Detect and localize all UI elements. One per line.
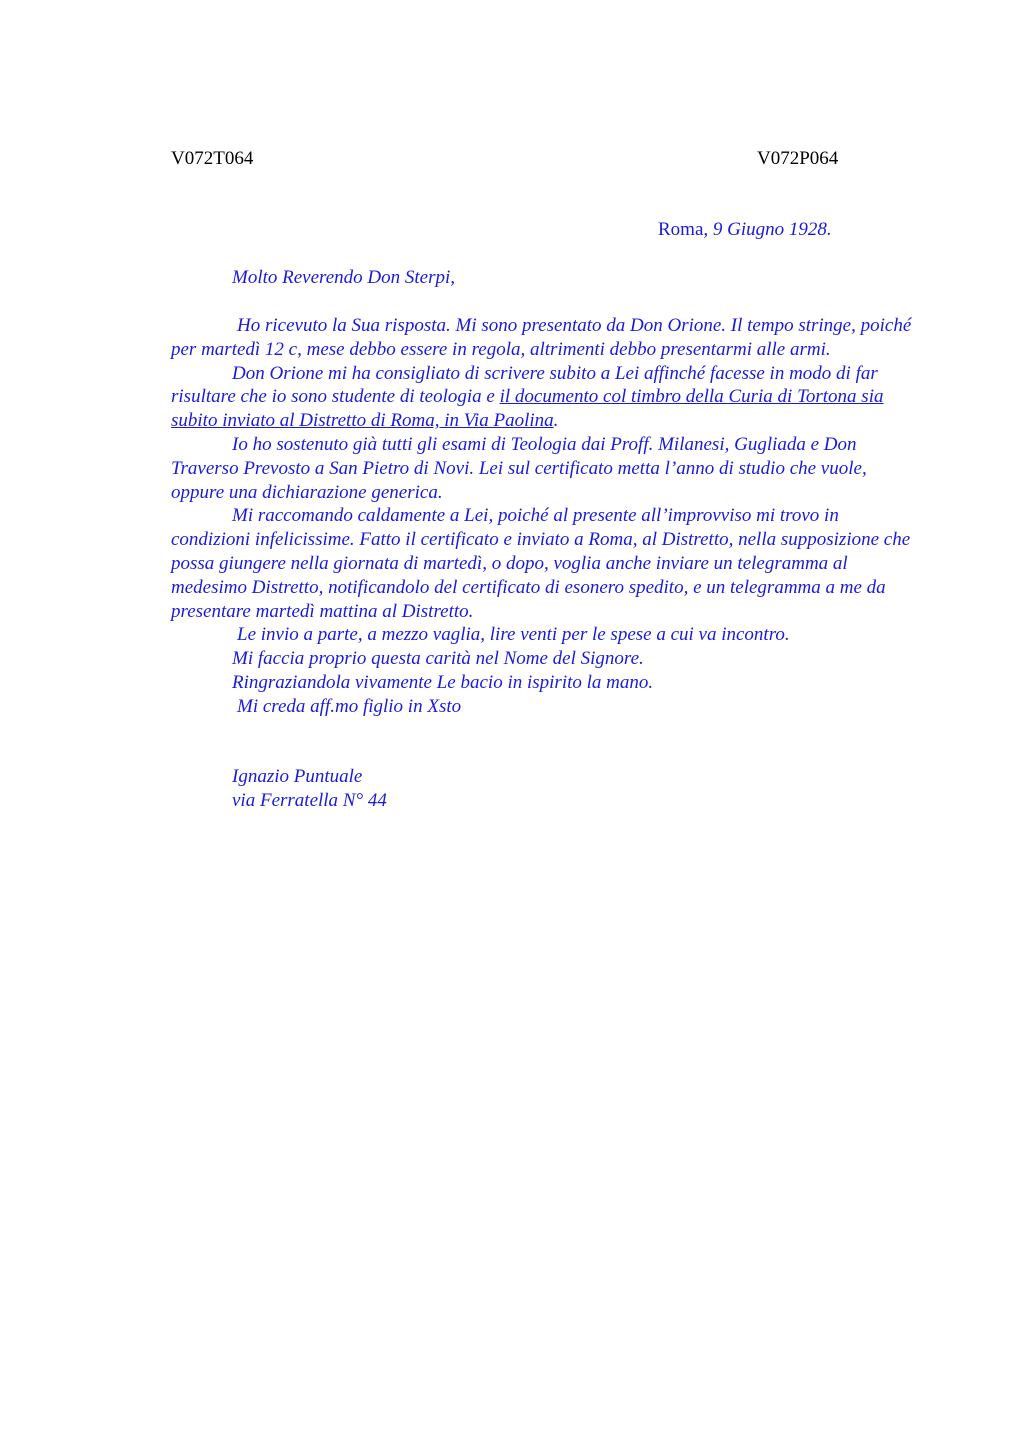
date-place: Roma [658, 219, 704, 240]
paragraph-8: Mi creda aff.mo figlio in Xsto [237, 695, 462, 717]
document-code-left: V072T064 [171, 148, 254, 169]
date-day: , 9 Giugno 1928. [703, 219, 832, 240]
signature-block [232, 765, 387, 813]
paragraph-2 [171, 362, 916, 433]
paragraph-2-start: Don Orione mi ha consigliato di scrivere subito a Lei affinché facesse in modo di far risultare che io sono studente di teologia e [171, 362, 878, 408]
letter-date [658, 218, 832, 242]
paragraph-5: Le invio a parte, a mezzo vaglia, lire venti per le spese a cui va incontro. [237, 624, 790, 646]
document-code-right: V072P064 [757, 148, 839, 169]
signature-address: via Ferratella N° 44 [232, 789, 387, 811]
signature-name: Ignazio Puntuale [232, 766, 363, 787]
letter-body [171, 314, 916, 719]
salutation: Molto Reverendo Don Sterpi, [232, 267, 456, 288]
paragraph-2-end: . [553, 410, 559, 432]
paragraph-2-underlined: il documento col timbro della Curia di Tortona sia subito inviato al Distretto di Roma, in Via Paolina [171, 386, 884, 432]
paragraph-4: Mi raccomando caldamente a Lei, poiché al presente all’improvviso mi trovo in condizioni infelicissime. Fatto il certificato e inviato a Roma, al Distretto, nella supposizione che possa giungere nella giornata di martedì, o dopo, voglia anche inviare un telegramma al medesimo Distretto, notificandolo del certificato di esonero spedito, e un telegramma a me da presentare martedì mattina al Distretto. [171, 505, 911, 622]
paragraph-7: Ringraziandola vivamente Le bacio in ispirito la mano. [232, 671, 654, 693]
paragraph-6: Mi faccia proprio questa carità nel Nome del Signore. [232, 648, 644, 670]
paragraph-1: Ho ricevuto la Sua risposta. Mi sono presentato da Don Orione. Il tempo stringe, poiché per martedì 12 c, mese debbo essere in regola, altrimenti debbo presentarmi alle armi. [171, 315, 912, 360]
paragraph-3: Io ho sostenuto già tutti gli esami di Teologia dai Proff. Milanesi, Gugliada e Don Traverso Prevosto a San Pietro di Novi. Lei sul certificato metta l’anno di studio che vuole, oppure una dichiarazione generica. [171, 433, 867, 503]
